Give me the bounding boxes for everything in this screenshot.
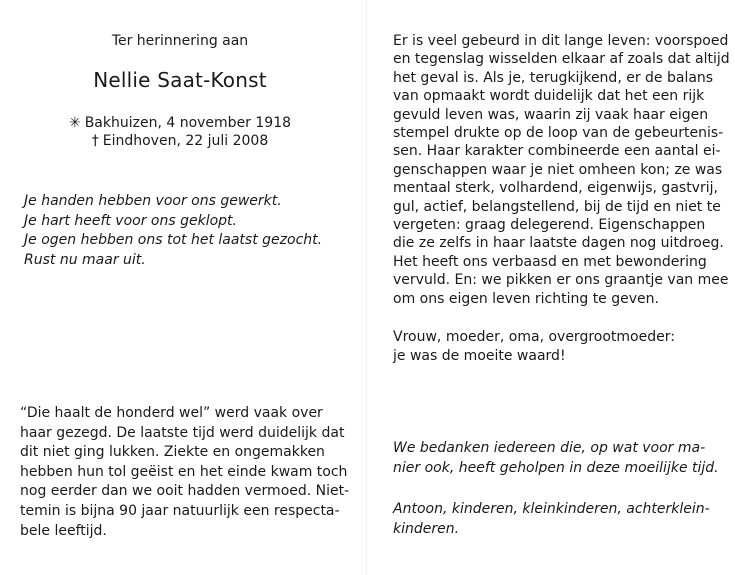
poem (24, 192, 340, 270)
intro-text: Ter herinnering aan (111, 33, 249, 49)
poem-line: Je ogen hebben ons tot het laatst gezocht. (24, 232, 323, 248)
tribute-line: van opmaakt wordt duidelijk dat het een rijk (393, 88, 705, 105)
birth-line (20, 114, 340, 132)
tribute-line: stempel drukte op de loop van de gebeurtenis- (393, 125, 724, 142)
star-icon: ✳ (68, 115, 81, 131)
tribute-line: vergeten: graag delegerend. Eigenschappen (393, 217, 706, 234)
story-line: haar gezegd. De laatste tijd werd duidelijk dat (20, 424, 345, 441)
poem-line: Je handen hebben voor ons gewerkt. (24, 193, 282, 209)
card-fold-line (366, 0, 367, 575)
closing-line: je was de moeite waard! (393, 348, 566, 364)
tribute-line: gevuld leven was, waarin zij vaak haar eigen (393, 106, 709, 123)
closing-line: Vrouw, moeder, oma, overgrootmoeder: (393, 329, 675, 345)
tribute-line: sen. Haar karakter combineerde een aantal ei- (393, 143, 721, 160)
tribute-line: om ons eigen leven richting te geven. (393, 290, 659, 307)
story-paragraph (20, 404, 350, 541)
birth-text: Bakhuizen, 4 november 1918 (84, 115, 292, 131)
story-line: “Die haalt de honderd wel” werd vaak over (20, 405, 323, 421)
cross-icon: † (91, 133, 99, 149)
thanks-line: We bedanken iedereen die, op wat voor ma- (393, 440, 706, 456)
tribute-line: mentaal sterk, volhardend, eigenwijs, gastvrij, (393, 180, 718, 197)
left-panel (20, 26, 350, 556)
deceased-name: Nellie Saat-Konst (93, 68, 267, 92)
tribute-paragraph (393, 32, 730, 308)
thanks-text (393, 439, 719, 478)
poem-line: Je hart heeft voor ons geklopt. (24, 212, 238, 229)
thanks-line: nier ook, heeft geholpen in deze moeilijke tijd. (393, 459, 719, 476)
tribute-line: gul, actief, belangstellend, bij de tijd en niet te (393, 198, 721, 215)
right-panel (393, 32, 730, 552)
tribute-line: en tegenslag wisselden elkaar af zoals dat altijd (393, 51, 730, 68)
tribute-line: Er is veel gebeurd in dit lange leven: voorspoed (393, 33, 729, 49)
tribute-line: die ze zelfs in haar laatste dagen nog uitdroeg. (393, 235, 724, 252)
story-line: dit niet ging lukken. Ziekte en ongemakken (20, 444, 325, 461)
tribute-line: genschappen waar je niet omheen kon; ze was (393, 161, 723, 178)
tribute-line: het geval is. Als je, terugkijkend, er de balans (393, 69, 714, 86)
tribute-line: vervuld. En: we pikken er ons graantje van mee (393, 272, 729, 289)
death-text: Eindhoven, 22 juli 2008 (102, 133, 269, 149)
story-line: nog eerder dan we ooit hadden vermoed. Niet- (20, 483, 350, 500)
death-line (20, 132, 340, 150)
poem-line: Rust nu maar uit. (24, 251, 146, 268)
life-dates (20, 114, 340, 150)
tribute-line: Het heeft ons verbaasd en met bewondering (393, 253, 707, 270)
story-line: temin is bijna 90 jaar natuurlijk een respecta- (20, 502, 340, 519)
signature-line: kinderen. (393, 520, 460, 537)
story-line: hebben hun tol geëist en het einde kwam toch (20, 463, 348, 480)
story-line: bele leeftijd. (20, 522, 107, 539)
signature-line: Antoon, kinderen, kleinkinderen, achterklein- (393, 501, 710, 517)
signature-text (393, 500, 710, 539)
closing-lines (393, 328, 705, 366)
